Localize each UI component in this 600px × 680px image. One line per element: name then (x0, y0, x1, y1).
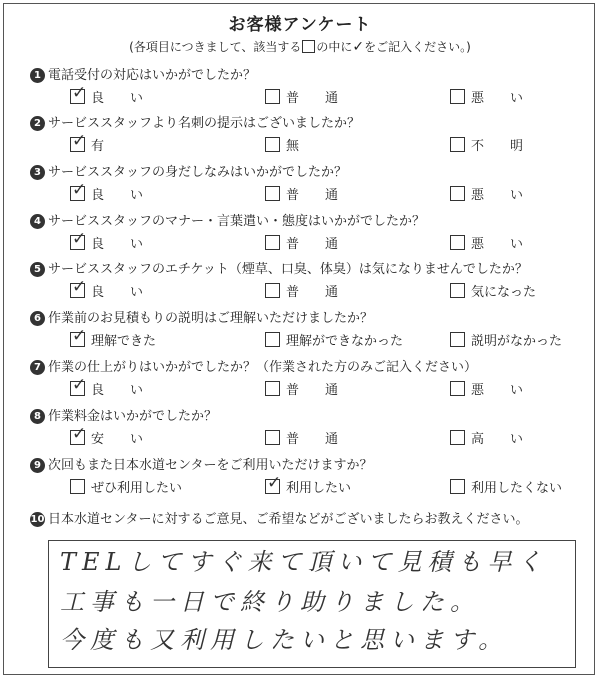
checkbox[interactable] (450, 89, 465, 104)
option-3[interactable] (450, 233, 523, 252)
checkbox[interactable] (265, 235, 280, 250)
checkbox[interactable] (265, 137, 280, 152)
option-label: 良 い (91, 91, 144, 106)
question-number-badge: 9 (30, 458, 45, 473)
option-label: ぜひ利用したい (91, 481, 183, 496)
checkbox[interactable] (265, 430, 280, 445)
question-text (30, 210, 425, 229)
option-3[interactable] (450, 379, 523, 398)
question-label: サービススタッフより名刺の提示はございましたか？ (48, 116, 361, 131)
option-1[interactable] (70, 180, 144, 203)
option-label: 良 い (91, 383, 144, 398)
question-label: サービススタッフのエチケット（煙草、口臭、体臭）は気になりませんでしたか？ (48, 262, 528, 277)
option-2[interactable] (265, 233, 338, 252)
checkmark-icon: ✓ (352, 39, 365, 55)
form-instruction (0, 38, 600, 55)
question-text (30, 64, 256, 83)
question-number-badge: 7 (30, 360, 45, 375)
question-number-badge: 8 (30, 409, 45, 424)
option-3[interactable] (450, 477, 562, 496)
option-label: 悪 い (471, 188, 524, 203)
option-label: 良 い (91, 188, 144, 203)
option-3[interactable] (450, 330, 562, 349)
checkbox[interactable] (265, 473, 282, 494)
question-text (30, 112, 360, 131)
option-label: 良 い (91, 237, 144, 252)
question-label: 次回もまた日本水道センターをご利用いただけますか？ (48, 458, 373, 473)
question-text (30, 258, 528, 277)
option-1[interactable] (70, 229, 144, 252)
checkbox[interactable] (70, 131, 87, 152)
option-2[interactable] (265, 330, 403, 349)
option-label: 無 (286, 139, 300, 154)
option-label: 普 通 (286, 383, 339, 398)
option-label: 安 い (91, 432, 144, 447)
checkbox[interactable] (265, 332, 280, 347)
option-label: 高 い (471, 432, 524, 447)
question-label: サービススタッフの身だしなみはいかがでしたか？ (48, 165, 348, 180)
option-label: 悪 い (471, 91, 524, 106)
option-label: 悪 い (471, 237, 524, 252)
checkbox[interactable] (450, 332, 465, 347)
question-5 (30, 258, 590, 304)
option-1[interactable] (70, 477, 182, 496)
checkmark-icon: ✓ (72, 277, 87, 297)
checkbox[interactable] (70, 229, 87, 250)
option-label: 普 通 (286, 432, 339, 447)
question-text (30, 356, 477, 375)
option-label: 理解できた (91, 334, 157, 349)
checkmark-icon: ✓ (72, 83, 87, 103)
checkbox[interactable] (450, 137, 465, 152)
option-3[interactable] (450, 135, 523, 154)
checkbox[interactable] (265, 89, 280, 104)
option-1[interactable] (70, 424, 144, 447)
option-1[interactable] (70, 326, 157, 349)
option-3[interactable] (450, 184, 523, 203)
checkmark-icon: ✓ (72, 326, 87, 346)
instruction-middle: の中に (316, 40, 353, 54)
question-label: 電話受付の対応はいかがでしたか？ (48, 68, 257, 83)
question-number-badge: 2 (30, 116, 45, 131)
question-label: サービススタッフのマナー・言葉遣い・態度はいかがでしたか？ (48, 214, 426, 229)
option-label: 気になった (471, 285, 537, 300)
checkbox[interactable] (70, 326, 87, 347)
question-text (30, 454, 372, 473)
checkbox[interactable] (70, 180, 87, 201)
checkmark-icon: ✓ (72, 375, 87, 395)
question-text (30, 161, 347, 180)
checkmark-icon: ✓ (72, 229, 87, 249)
checkbox[interactable] (450, 430, 465, 445)
checkbox[interactable] (70, 83, 87, 104)
option-2[interactable] (265, 473, 352, 496)
option-label: 有 (91, 139, 105, 154)
option-label: 説明がなかった (471, 334, 563, 349)
checkbox[interactable] (70, 375, 87, 396)
checkbox[interactable] (450, 235, 465, 250)
question-number-badge: 4 (30, 214, 45, 229)
option-label: 普 通 (286, 285, 339, 300)
question-text (30, 405, 217, 424)
option-2[interactable] (265, 428, 338, 447)
checkbox[interactable] (265, 381, 280, 396)
question-text (30, 508, 528, 527)
checkmark-icon: ✓ (72, 131, 87, 151)
question-label: 作業の仕上がりはいかがでしたか？（作業された方のみご記入ください） (48, 360, 478, 375)
checkbox[interactable] (450, 381, 465, 396)
question-3 (30, 161, 590, 207)
question-label: 作業料金はいかがでしたか？ (48, 409, 218, 424)
option-label: 普 通 (286, 188, 339, 203)
comment-line-2: 工事も一日で終り助りました。 (60, 588, 480, 616)
checkbox[interactable] (450, 186, 465, 201)
option-3[interactable] (450, 428, 523, 447)
form-title: お客様アンケート (228, 15, 372, 35)
question-number-badge: 1 (30, 68, 45, 83)
checkbox-sample-icon (302, 40, 315, 53)
question-number-badge: 3 (30, 165, 45, 180)
question-label: 日本水道センターに対するご意見、ご希望などがございましたらお教えください。 (48, 512, 529, 527)
checkbox[interactable] (450, 479, 465, 494)
option-3[interactable] (450, 281, 536, 300)
checkmark-icon: ✓ (72, 180, 87, 200)
option-1[interactable] (70, 83, 144, 106)
question-8 (30, 405, 590, 451)
option-label: 理解ができなかった (286, 334, 404, 349)
question-text (30, 307, 373, 326)
option-label: 利用したくない (471, 481, 563, 496)
question-number-badge: 10 (30, 514, 45, 525)
question-9 (30, 454, 590, 500)
option-1[interactable] (70, 277, 144, 300)
checkbox[interactable] (450, 283, 465, 298)
question-number-badge: 5 (30, 262, 45, 277)
option-label: 不 明 (471, 139, 524, 154)
question-6 (30, 307, 590, 353)
option-label: 良 い (91, 285, 144, 300)
option-2[interactable] (265, 281, 338, 300)
checkbox[interactable] (265, 186, 280, 201)
checkbox[interactable] (70, 479, 85, 494)
checkbox[interactable] (265, 283, 280, 298)
checkbox[interactable] (70, 277, 87, 298)
option-label: 普 通 (286, 91, 339, 106)
checkmark-icon: ✓ (72, 424, 87, 444)
checkmark-icon: ✓ (267, 473, 282, 493)
question-number-badge: 6 (30, 311, 45, 326)
comment-line-1: TELしてすぐ来て頂いて見積も早く (60, 548, 548, 576)
question-1 (30, 64, 590, 110)
question-7 (30, 356, 590, 402)
option-2[interactable] (265, 184, 338, 203)
option-label: 利用したい (286, 481, 352, 496)
option-2[interactable] (265, 87, 338, 106)
option-label: 普 通 (286, 237, 339, 252)
option-1[interactable] (70, 131, 105, 154)
option-2[interactable] (265, 379, 338, 398)
instruction-suffix: をご記入ください。) (364, 40, 471, 54)
checkbox[interactable] (70, 424, 87, 445)
question-4 (30, 210, 590, 256)
option-label: 悪 い (471, 383, 524, 398)
question-2 (30, 112, 590, 158)
option-2[interactable] (265, 135, 299, 154)
question-label: 作業前のお見積もりの説明はご理解いただけましたか？ (48, 311, 374, 326)
comment-line-3: 今度も又利用したいと思います。 (60, 626, 509, 654)
instruction-prefix: (各項目につきまして、該当する (129, 40, 302, 54)
option-3[interactable] (450, 87, 523, 106)
option-1[interactable] (70, 375, 144, 398)
